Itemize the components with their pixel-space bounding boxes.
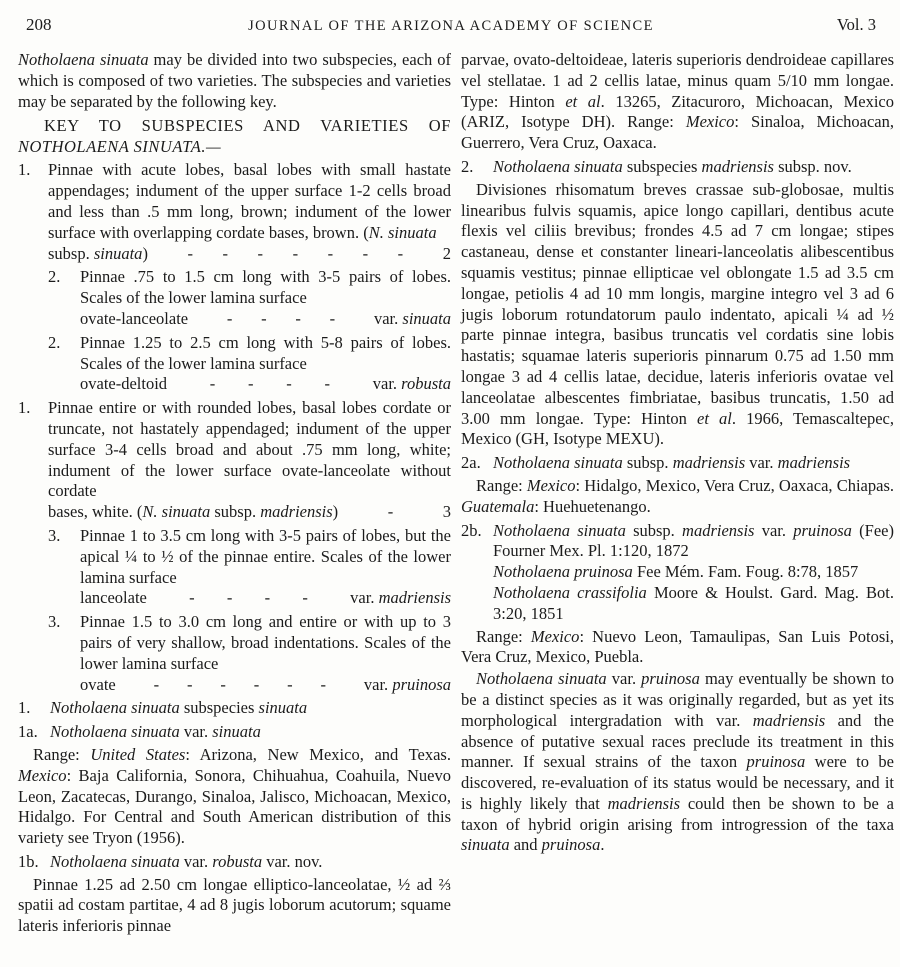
key-leader-dashes xyxy=(147,588,350,609)
leader-dash: - xyxy=(257,243,264,263)
leader-dash: - xyxy=(387,502,394,522)
leader-dash: - xyxy=(153,674,160,694)
key-item-body xyxy=(80,333,451,395)
leader-dash: - xyxy=(327,243,334,263)
leader-dash: - xyxy=(226,308,233,328)
leader-dash: - xyxy=(295,308,301,328)
key-item-body xyxy=(48,398,451,523)
taxon-name: Notholaena sinuata subsp. madriensis var. madriensis xyxy=(493,453,851,473)
key-item-number: 2. xyxy=(48,332,61,352)
key-heading-line2: NOTHOLAENA SINUATA.— xyxy=(18,137,222,157)
key-item-body xyxy=(80,612,451,695)
leader-dash: - xyxy=(226,588,233,608)
taxon-body xyxy=(50,698,451,719)
key-leader-left: ovate-deltoid xyxy=(80,374,168,394)
key-leader-dashes xyxy=(167,374,373,395)
key-leader-left: bases, white. (N. sinuata subsp. madriensis) xyxy=(48,502,339,522)
key-item xyxy=(18,160,451,264)
key-leader-left: subsp. sinuata) xyxy=(48,243,148,263)
taxon-number: 1b. xyxy=(18,851,39,871)
leader-dash: - xyxy=(320,674,326,694)
synonym-line: Notholaena pruinosa Fee Mém. Fam. Foug. 8:78, 1857 xyxy=(493,562,859,582)
taxon-entry xyxy=(461,453,894,474)
running-head xyxy=(0,0,900,35)
paragraph: parvae, ovato-deltoideae, lateris superioris dendroideae capillares vel stellatae. 1 ad 2 cellis latae, minus quam 5/10 mm longae. Type: Hinton et al. 13265, Zitacuroro, Michoacan, Mexico (ARIZ, Isotype DH). Range: Mexico: Sinaloa, Michoacan, Guerrero, Vera Cruz, Oaxaca. xyxy=(461,50,894,153)
key-leader-left: ovate-lanceolate xyxy=(80,308,189,328)
taxon-name: Notholaena sinuata subsp. madriensis var. pruinosa (Fee) Fourner Mex. Pl. 1:120, 1872 xyxy=(493,520,894,561)
paragraph: Range: Mexico: Nuevo Leon, Tamaulipas, San Luis Potosi, Vera Cruz, Mexico, Puebla. xyxy=(461,626,894,667)
key-leader-target: var. pruinosa xyxy=(363,674,451,694)
key-leader-dashes xyxy=(188,309,374,330)
key-item-body xyxy=(48,160,451,264)
key-leader-dashes xyxy=(116,675,364,696)
paragraph: Divisiones rhisomatum breves crassae sub-globosae, multis linearibus fulvis squamis, apice longo capillari, dentibus acute flexis vel ciliis brevibus; frondes 4.5 ad 7 cm longae; stipes castaneau, dense et constanter lineari-lanceolatis alibescentibus squamis vestitus; pinnae ellipticae vel oblongate 1.5 ad 3.5 cm longae, petiolis 4 ad 10 mm longis, margine integro vel 3 ad 6 jugis loborum rotundatorum paulo indentato, apicali ¼ ad ½ parte pinnae integra, basibus truncatis vel cordatis sine lobis hastatis; squamae lateris superioris pinnarum 0.75 ad 1.50 mm longae 3 ad 4 cellis latae, decidue, lateris inferioris ovatae vel lanceolatae albescentes fimbriatae, basibus truncatis, 1.50 ad 3.00 mm longae. Type: Hinton et al. 1966, Temascaltepec, Mexico (GH, Isotype MEXU). xyxy=(461,179,894,449)
leader-dash: - xyxy=(186,674,193,694)
taxon-number: 2a. xyxy=(461,453,481,473)
key-item-number: 1. xyxy=(18,160,31,180)
synonym-line: Notholaena crassifolia Moore & Houlst. Gard. Mag. Bot. 3:20, 1851 xyxy=(493,582,894,623)
key-leader-row xyxy=(80,374,451,395)
leader-dash: - xyxy=(261,308,267,328)
leader-dash: - xyxy=(209,374,216,394)
leader-dash: - xyxy=(222,243,228,263)
key-leader-row xyxy=(80,675,451,696)
key-item xyxy=(48,612,451,695)
leader-dash: - xyxy=(287,674,293,694)
key-leader-row xyxy=(80,588,451,609)
key-item-number: 3. xyxy=(48,612,61,632)
key-item-number: 2. xyxy=(48,267,61,287)
key-item-number: 1. xyxy=(18,398,31,418)
column-right xyxy=(461,49,894,938)
leader-dash: - xyxy=(324,374,330,394)
leader-dash: - xyxy=(220,674,226,694)
key-heading-line1: KEY TO SUBSPECIES AND VARIETIES OF xyxy=(44,116,451,136)
key-leader-dashes xyxy=(148,244,443,265)
taxon-number: 2b. xyxy=(461,520,482,540)
leader-dash: - xyxy=(189,588,195,608)
key-item-text: Pinnae 1.5 to 3.0 cm long and entire or with up to 3 pairs of very shallow, broad indentations. Scales of the lower lamina surface xyxy=(80,612,451,673)
leader-dash: - xyxy=(292,243,299,263)
key-leader-row xyxy=(48,502,451,523)
taxon-entry xyxy=(18,852,451,873)
key-item-text: Pinnae with acute lobes, basal lobes with small hastate appendages; indument of the upper surface 1-2 cells broad and less than .5 mm long, brown; indument of the lower surface with overlapping cordate bases, brown. (N. sinuata xyxy=(48,160,451,242)
leader-dash: - xyxy=(187,243,193,263)
key-leader-dashes xyxy=(338,502,443,523)
leader-dash: - xyxy=(329,308,336,328)
paragraph: Notholaena sinuata var. pruinosa may eventually be shown to be a distinct species as it was originally regarded, but as yet its morphological intergradation with var. madriensis and the absence of putative sexual races preclude its treatment in this manner. If sexual strains of the taxon pruinosa were to be discovered, re-evaluation of its status would be necessary, and it is highly likely that madriensis could then be shown to be a taxon of hybrid origin arising from introgression of the taxa sinuata and pruinosa. xyxy=(461,669,894,855)
text-columns xyxy=(0,35,900,938)
key-item-body xyxy=(80,526,451,609)
paragraph: Pinnae 1.25 ad 2.50 cm longae elliptico-lanceolatae, ½ ad ⅔ spatii ad costam partitae, 4 ad 8 jugis loborum acutorum; squame lateris inferioris pinnae xyxy=(18,874,451,936)
taxon-body xyxy=(50,722,451,743)
key-leader-target: var. sinuata xyxy=(373,308,451,328)
column-left xyxy=(18,49,451,938)
leader-dash: - xyxy=(362,243,369,263)
leader-dash: - xyxy=(253,674,260,694)
journal-title: JOURNAL OF THE ARIZONA ACADEMY OF SCIENCE xyxy=(248,18,654,34)
key-item xyxy=(48,526,451,609)
taxon-entry xyxy=(18,722,451,743)
leader-dash: - xyxy=(286,374,292,394)
key-item xyxy=(48,333,451,395)
key-leader-target: var. madriensis xyxy=(350,588,451,608)
key-item-text: Pinnae .75 to 1.5 cm long with 3-5 pairs of lobes. Scales of the lower lamina surface xyxy=(80,267,451,308)
paragraph: Range: United States: Arizona, New Mexico, and Texas. Mexico: Baja California, Sonora, Chihuahua, Coahuila, Nuevo Leon, Zacatecas, Durango, Sinaloa, Jalisco, Michoacan, Mexico, Hidalgo. For Central and South American distribution of this variety see Tryon (1956). xyxy=(18,744,451,848)
taxon-body xyxy=(493,157,894,178)
key-leader-target: 3 xyxy=(442,502,451,522)
taxon-entry xyxy=(18,698,451,719)
key-item-text: Pinnae 1 to 3.5 cm long with 3-5 pairs of lobes, but the apical ¼ to ½ of the pinnae entire. Scales of the lower lamina surface xyxy=(80,525,451,587)
taxon-body xyxy=(493,521,894,625)
taxon-body xyxy=(50,852,451,873)
taxon-entry xyxy=(461,521,894,625)
key-leader-left: lanceolate xyxy=(80,588,147,608)
key-item-text: Pinnae 1.25 to 2.5 cm long with 5-8 pairs of lobes. Scales of the lower lamina surface xyxy=(80,332,451,373)
key-item-number: 3. xyxy=(48,525,61,545)
taxon-name: Notholaena sinuata subspecies sinuata xyxy=(50,698,308,718)
taxon-entry xyxy=(461,157,894,178)
taxon-name: Notholaena sinuata var. sinuata xyxy=(50,722,261,742)
key-leader-target: var. robusta xyxy=(372,374,451,394)
leader-dash: - xyxy=(264,588,271,608)
page-number: 208 xyxy=(26,15,52,34)
taxon-name: Notholaena sinuata var. robusta var. nov. xyxy=(50,851,323,871)
paragraph: Range: Mexico: Hidalgo, Mexico, Vera Cruz, Oaxaca, Chiapas. Guatemala: Huehuetenango. xyxy=(461,475,894,516)
key-heading xyxy=(18,115,451,157)
key-item-body xyxy=(80,267,451,329)
paragraph: Notholaena sinuata may be divided into two subspecies, each of which is composed of two varieties. The subspecies and varieties may be separated by the following key. xyxy=(18,50,451,111)
taxon-number: 1a. xyxy=(18,722,38,742)
key-leader-left: ovate xyxy=(80,674,116,694)
volume-label: Vol. 3 xyxy=(836,15,876,34)
key-leader-row xyxy=(80,309,451,330)
taxon-number: 2. xyxy=(461,156,474,176)
leader-dash: - xyxy=(397,243,404,263)
taxon-body xyxy=(493,453,894,474)
leader-dash: - xyxy=(248,374,254,394)
key-leader-row xyxy=(48,244,451,265)
leader-dash: - xyxy=(302,588,308,608)
key-item xyxy=(48,267,451,329)
taxon-name: Notholaena sinuata subspecies madriensis subsp. nov. xyxy=(493,156,852,176)
key-item-text: Pinnae entire or with rounded lobes, basal lobes cordate or truncate, not hastately appendaged; indument of the upper surface 3-4 cells broad and about .75 mm long, white; indument of the lower surface ovate-lanceolate without cordate xyxy=(48,398,451,501)
key-leader-target: 2 xyxy=(442,243,451,263)
key-item xyxy=(18,398,451,523)
taxon-number: 1. xyxy=(18,698,31,718)
